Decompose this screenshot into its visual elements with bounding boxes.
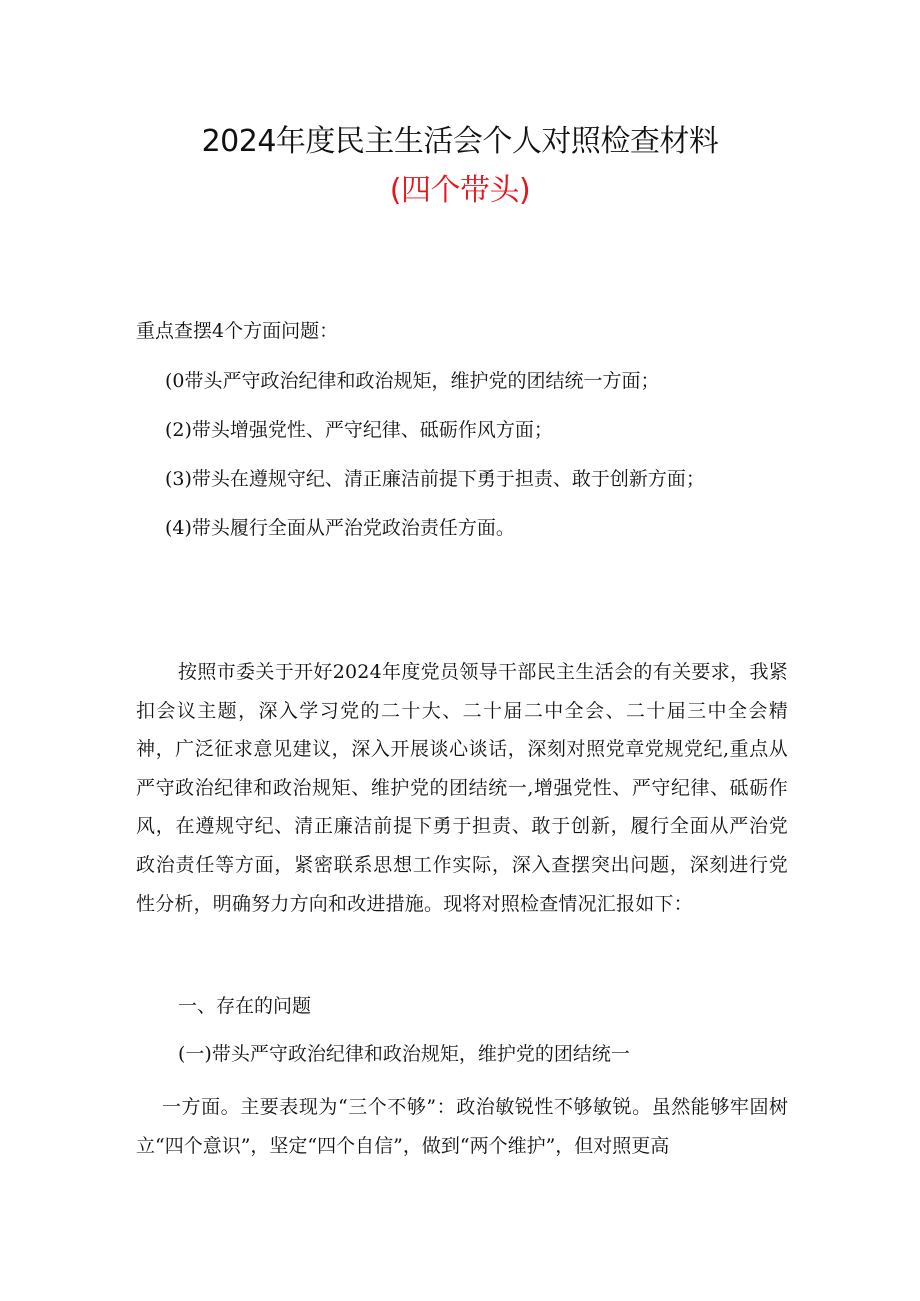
subsection-heading: (一)带头严守政治纪律和政治规矩，维护党的团结统一 bbox=[178, 1043, 630, 1065]
list-item: (4)带头履行全面从严治党政治责任方面。 bbox=[165, 517, 515, 539]
list-item: (2)带头增强党性、严守纪律、砥砺作风方面； bbox=[165, 419, 553, 441]
document-subtitle: (四个带头) bbox=[389, 173, 531, 208]
section-heading: 一、存在的问题 bbox=[178, 995, 312, 1017]
body-paragraph-2: 一方面。主要表现为“三个不够”：政治敏锐性不够敏锐。虽然能够牢固树立“四个意识”，坚定“四个自信”，做到“两个维护”，但对照更高 bbox=[136, 1096, 788, 1157]
intro-line: 重点查摆4个方面问题： bbox=[136, 320, 339, 342]
list-item: (0带头严守政治纪律和政治规矩，维护党的团结统一方面； bbox=[165, 370, 660, 392]
list-item: (3)带头在遵规守纪、清正廉洁前提下勇于担责、敢于创新方面； bbox=[165, 468, 705, 490]
document-title: 2024年度民主生活会个人对照检查材料 bbox=[201, 124, 719, 159]
body-paragraph: 按照市委关于开好2024年度党员领导干部民主生活会的有关要求，我紧扣会议主题，深入学习党的二十大、二十届二中全会、二十届三中全会精神，广泛征求意见建议，深入开展谈心谈话，深刻对照党章党规党纪,重点从严守政治纪律和政治规矩、维护党的团结统一,增强党性、严守纪律、砥砺作风，在遵规守纪、清正廉洁前提下勇于担责、敢于创新，履行全面从严治党政治责任等方面，紧密联系思想工作实际，深入查摆突出问题，深刻进行党性分析，明确努力方向和改进措施。现将对照检查情况汇报如下： bbox=[136, 661, 788, 915]
